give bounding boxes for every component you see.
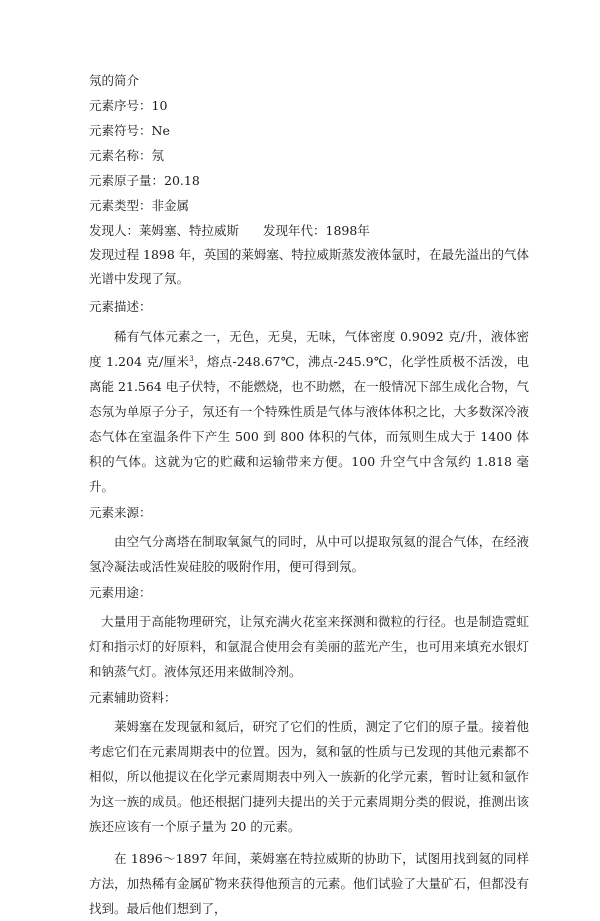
source-paragraph: 由空气分离塔在制取氧氮气的同时，从中可以提取氖氦的混合气体，在经液氢冷凝法或活性炭硅胶的吸附作用，便可得到氖。 (89, 534, 529, 574)
element-symbol-line: 元素符号：Ne (89, 123, 170, 138)
aux-heading: 元素辅助资料： (89, 690, 177, 705)
document-page (89, 70, 529, 921)
aux-paragraph-2: 在 1896～1897 年间，莱姆塞在特拉威斯的协助下，试图用找到氦的同样方法，加热稀有金属矿物来获得他预言的元素。他们试验了大量矿石，但都没有找到。最后他们想到了， (89, 851, 529, 916)
description-text-1: 稀有气体元素之一，无色，无臭，无味，气体密度 0.9092 克/升，液体密度 1.204 克/厘米 (89, 329, 529, 369)
source-heading: 元素来源： (89, 505, 152, 520)
discovery-process-paragraph: 发现过程 1898 年，英国的莱姆塞、特拉威斯蒸发液体氩时，在最先溢出的气体光谱中发现了氖。 (89, 247, 529, 286)
discoverers-text: 发现人：莱姆塞、特拉威斯 (89, 223, 240, 238)
discovery-year-text: 发现年代：1898年 (263, 223, 370, 238)
description-paragraph (89, 324, 529, 499)
usage-paragraph: 大量用于高能物理研究，让氖充满火花室来探测和微粒的行径。也是制造霓虹灯和指示灯的好原料，和氩混合使用会有美丽的蓝光产生，也可用来填充水银灯和钠蒸气灯。液体氖还用来做制冷剂。 (89, 614, 529, 679)
document-title: 氖的简介 (89, 73, 140, 88)
discovery-line (89, 220, 529, 242)
description-heading: 元素描述： (89, 299, 152, 314)
atomic-number-line: 元素序号：10 (89, 98, 168, 113)
superscript-3: 3 (189, 354, 194, 363)
description-text-2: ，熔点-248.67℃，沸点-245.9℃，化学性质极不活泼，电离能 21.564 电子伏特，不能燃烧，也不助燃，在一般情况下部生成化合物，气态氖为单原子分子，氖还有一个特殊性质是气体与液体体积之比，大多数深冷液态气体在室温条件下产生 500 到 800 体积的气体，而氖则生成大于 1400 体积的气体。这就为它的贮藏和运输带来方便。100 升空气中含氖约 1.818 毫升。 (89, 354, 529, 494)
element-type-line: 元素类型：非金属 (89, 198, 190, 213)
atomic-mass-line: 元素原子量：20.18 (89, 173, 200, 188)
aux-paragraph-1: 莱姆塞在发现氩和氦后，研究了它们的性质，测定了它们的原子量。接着他考虑它们在元素周期表中的位置。因为，氦和氩的性质与已发现的其他元素都不相似，所以他提议在化学元素周期表中列入一族新的化学元素，暂时让氦和氩作为这一族的成员。他还根据门捷列夫提出的关于元素周期分类的假说，推测出该族还应该有一个原子量为 20 的元素。 (89, 719, 529, 834)
element-name-line: 元素名称：氖 (89, 148, 165, 163)
usage-heading: 元素用途： (89, 585, 152, 600)
